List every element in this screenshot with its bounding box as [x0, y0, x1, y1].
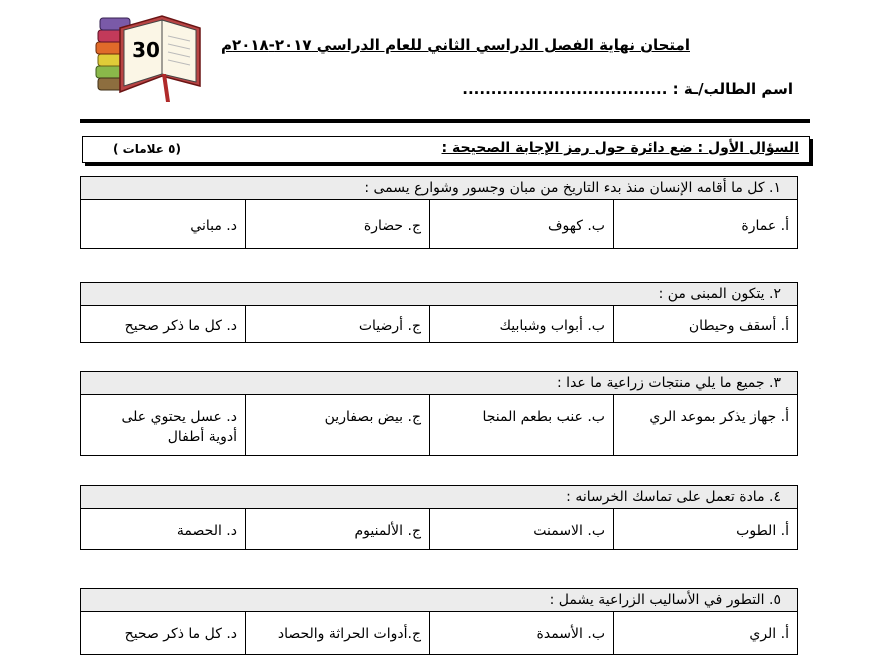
- option-b[interactable]: ب. كهوف: [429, 200, 613, 248]
- option-c[interactable]: ج. أرضيات: [245, 306, 429, 342]
- section-title: السؤال الأول : ضع دائرة حول رمز الإجابة الصحيحة :: [441, 140, 799, 156]
- option-c[interactable]: ج. الألمنيوم: [245, 509, 429, 549]
- question-stem: ٥. التطور في الأساليب الزراعية يشمل :: [81, 589, 797, 612]
- question-2: [80, 282, 798, 343]
- question-4: [80, 485, 798, 550]
- option-b[interactable]: ب. أبواب وشبابيك: [429, 306, 613, 342]
- logo-number: 30: [132, 38, 160, 62]
- question-stem: ٤. مادة تعمل على تماسك الخرسانه :: [81, 486, 797, 509]
- student-name-blank: ....................................: [462, 80, 668, 98]
- section-header: [82, 136, 810, 163]
- student-label: اسم الطالب/ـة :: [672, 80, 793, 98]
- option-b[interactable]: ب. عنب بطعم المنجا: [429, 395, 613, 455]
- option-c[interactable]: ج. بيض بصفارين: [245, 395, 429, 455]
- option-d[interactable]: د. عسل يحتوي على أدوية أطفال: [121, 409, 237, 445]
- option-d[interactable]: د. الحصمة: [176, 523, 237, 539]
- question-1: [80, 176, 798, 249]
- question-stem: ١. كل ما أقامه الإنسان منذ بدء التاريخ من مبان وجسور وشوارع يسمى :: [81, 177, 797, 200]
- exam-title: امتحان نهاية الفصل الدراسي الثاني للعام الدراسي ٢٠١٧-٢٠١٨م: [221, 36, 690, 54]
- question-stem: ٢. يتكون المبنى من :: [81, 283, 797, 306]
- question-3: [80, 371, 798, 456]
- question-5: [80, 588, 798, 655]
- header-divider: [80, 119, 810, 123]
- option-d[interactable]: د. مباني: [190, 218, 237, 234]
- book-logo-icon: [92, 8, 204, 104]
- option-a[interactable]: أ. الطوب: [613, 509, 797, 549]
- section-marks: (٥ علامات ): [113, 142, 181, 156]
- option-d[interactable]: د. كل ما ذكر صحيح: [124, 318, 237, 334]
- option-a[interactable]: أ. عمارة: [613, 200, 797, 248]
- option-b[interactable]: ب. الأسمدة: [429, 612, 613, 654]
- option-c[interactable]: ج.أدوات الحراثة والحصاد: [245, 612, 429, 654]
- option-a[interactable]: أ. الري: [613, 612, 797, 654]
- question-stem: ٣. جميع ما يلي منتجات زراعية ما عدا :: [81, 372, 797, 395]
- option-a[interactable]: أ. أسقف وحيطان: [613, 306, 797, 342]
- student-name-line: [462, 80, 793, 98]
- option-a[interactable]: أ. جهاز يذكر بموعد الري: [613, 395, 797, 455]
- option-d[interactable]: د. كل ما ذكر صحيح: [124, 626, 237, 642]
- option-c[interactable]: ج. حضارة: [245, 200, 429, 248]
- option-b[interactable]: ب. الاسمنت: [429, 509, 613, 549]
